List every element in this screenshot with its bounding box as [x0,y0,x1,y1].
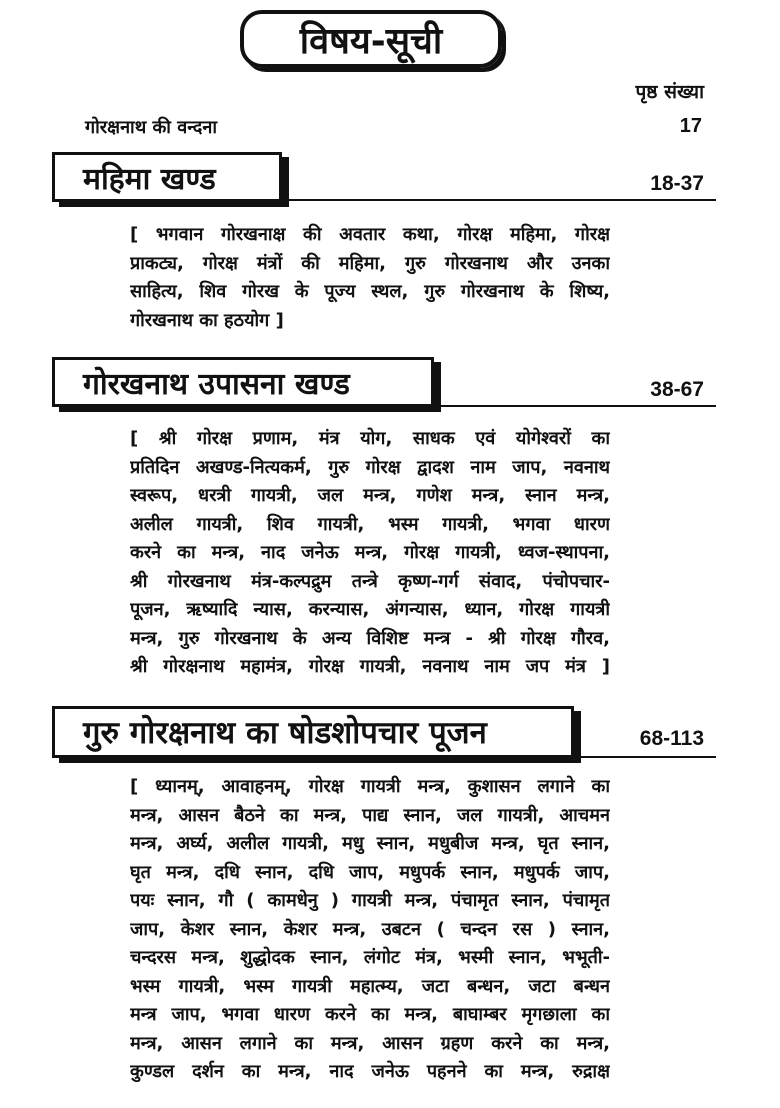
section-pages: 38-67 [650,378,704,401]
contents-line: [ श्री गोरक्ष प्रणाम, मंत्र योग, साधक एवं योगेश्वरों का [130,428,610,449]
section-contents [130,221,610,335]
section-heading: गोरखनाथ उपासना खण्ड [52,357,434,407]
contents-line: घृत मन्त्र, दधि स्नान, दधि जाप, मधुपर्क स्नान, मधुपर्क जाप, [130,861,610,883]
contents-line: अलील गायत्री, शिव गायत्री, भस्म गायत्री, भगवा धारण [130,513,610,535]
contents-line: प्रतिदिन अखण्ड-नित्यकर्म, गुरु गोरक्ष द्वादश नाम जाप, नवनाथ [130,456,610,478]
page-title: विषय-सूची [240,10,502,68]
contents-line: पयः स्नान, गौ ( कामधेनु ) गायत्री मन्त्र, पंचामृत स्नान, पंचामृत [130,890,610,911]
contents-line: कुण्डल दर्शन का मन्त्र, नाद जनेऊ पहनने का मन्त्र, रुद्राक्ष [130,1061,610,1082]
section-heading: गुरु गोरक्षनाथ का षोडशोपचार पूजन [52,706,574,758]
contents-line: भस्म गायत्री, भस्म गायत्री महात्म्य, जटा बन्धन, जटा बन्धन [130,975,610,997]
contents-line: मन्त्र जाप, भगवा धारण करने का मन्त्र, बाघाम्बर मृगछाला का [130,1004,610,1025]
section-contents [130,773,610,1087]
contents-line: प्राकट्य, गोरक्ष मंत्रों की महिमा, गुरु गोरखनाथ और उनका [130,252,610,274]
contents-line: करने का मन्त्र, नाद जनेऊ मन्त्र, गोरक्ष गायत्री, ध्वज-स्थापना, [130,542,610,563]
contents-line: पूजन, ऋष्यादि न्यास, करन्यास, अंगन्यास, ध्यान, गोरक्ष गायत्री [130,599,610,620]
contents-line: श्री गोरखनाथ मंत्र-कल्पद्रुम तन्त्रे कृष्ण-गर्ग संवाद, पंचोपचार- [130,570,610,592]
intro-entry-label: गोरक्षनाथ की वन्दना [85,117,218,138]
contents-line: स्वरूप, धरत्री गायत्री, जल मन्त्र, गणेश मन्त्र, स्नान मन्त्र, [130,485,610,506]
section-heading: महिमा खण्ड [52,152,282,202]
contents-line: [ भगवान गोरखनाक्ष की अवतार कथा, गोरक्ष महिमा, गोरक्ष [130,224,610,245]
contents-line: मन्त्र, अर्घ्य, अलील गायत्री, मधु स्नान, मधुबीज मन्त्र, घृत स्नान, [130,833,610,854]
section-pages: 18-37 [650,172,704,195]
contents-line: चन्दरस मन्त्र, शुद्धोदक स्नान, लंगोट मंत्र, भस्मी स्नान, भभूती- [130,947,610,968]
contents-line: [ ध्यानम्, आवाहनम्, गोरक्ष गायत्री मन्त्र, कुशासन लगाने का [130,776,610,797]
page-number-column-label: पृष्ठ संख्या [635,81,704,103]
contents-line: जाप, केशर स्नान, केशर मन्त्र, उबटन ( चन्दन रस ) स्नान, [130,918,610,940]
contents-line: श्री गोरक्षनाथ महामंत्र, गोरक्ष गायत्री, नवनाथ नाम जप मंत्र ] [130,656,610,677]
contents-line: साहित्य, शिव गोरख के पूज्य स्थल, गुरु गोरखनाथ के शिष्य, [130,281,610,302]
contents-line: मन्त्र, आसन बैठने का मन्त्र, पाद्य स्नान, जल गायत्री, आचमन [130,804,610,826]
contents-line: मन्त्र, गुरु गोरखनाथ के अन्य विशिष्ट मन्त्र - श्री गोरक्ष गौरव, [130,627,610,649]
section-pages: 68-113 [639,727,704,750]
contents-line: गोरखनाथ का हठयोग ] [130,309,284,331]
intro-entry-page: 17 [679,115,702,137]
contents-line: मन्त्र, आसन लगाने का मन्त्र, आसन ग्रहण करने का मन्त्र, [130,1032,610,1054]
section-contents [130,425,610,682]
